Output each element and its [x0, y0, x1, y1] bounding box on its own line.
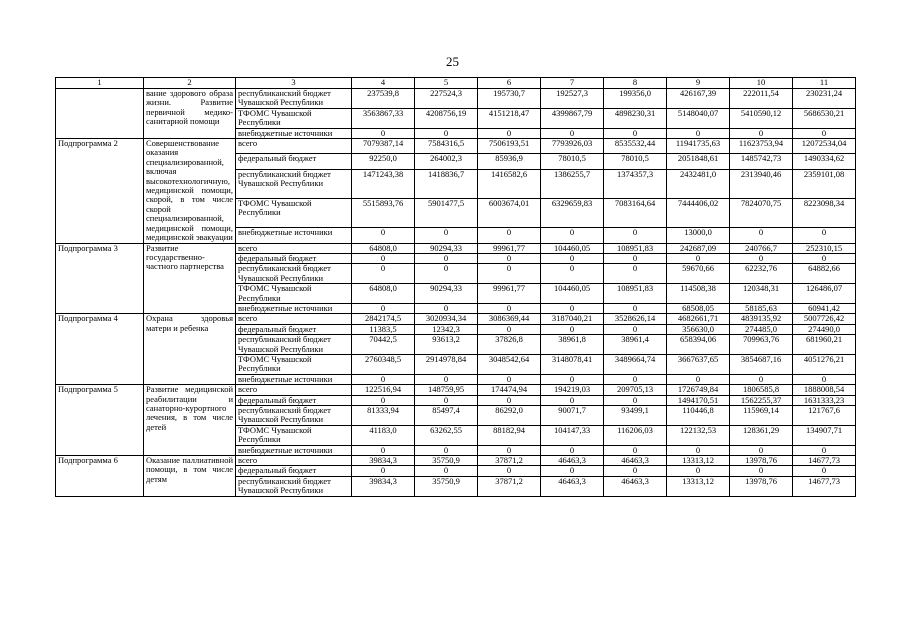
amount-cell: 6003674,01: [478, 198, 541, 227]
subprogram-name-cell: Оказание паллиативной помощи, в том числе детям: [144, 456, 236, 497]
amount-cell: 0: [730, 228, 793, 243]
amount-cell: 0: [352, 445, 415, 455]
funding-source-cell: всего: [236, 314, 352, 324]
funding-source-cell: ТФОМС Чувашской Республики: [236, 425, 352, 445]
amount-cell: 1806585,8: [730, 385, 793, 395]
amount-cell: 0: [604, 466, 667, 476]
amount-cell: 0: [793, 445, 856, 455]
amount-cell: 5148040,07: [667, 108, 730, 128]
amount-cell: 0: [604, 303, 667, 313]
column-number: 11: [793, 78, 856, 89]
amount-cell: 0: [793, 374, 856, 384]
amount-cell: 5007726,42: [793, 314, 856, 324]
amount-cell: 13978,76: [730, 456, 793, 466]
amount-cell: 0: [478, 324, 541, 334]
amount-cell: 274485,0: [730, 324, 793, 334]
amount-cell: 0: [415, 374, 478, 384]
amount-cell: 7444406,02: [667, 198, 730, 227]
amount-cell: 2359101,08: [793, 169, 856, 198]
amount-cell: 90294,33: [415, 243, 478, 253]
amount-cell: 114508,38: [667, 284, 730, 304]
amount-cell: 3563867,33: [352, 108, 415, 128]
amount-cell: 121767,6: [793, 406, 856, 426]
amount-cell: 0: [541, 374, 604, 384]
amount-cell: 0: [730, 253, 793, 263]
amount-cell: 92250,0: [352, 154, 415, 169]
amount-cell: 0: [352, 228, 415, 243]
amount-cell: 86292,0: [478, 406, 541, 426]
amount-cell: 1490334,62: [793, 154, 856, 169]
amount-cell: 195730,7: [478, 89, 541, 109]
amount-cell: 46463,3: [604, 476, 667, 496]
amount-cell: 0: [415, 445, 478, 455]
funding-source-cell: республиканский бюджет Чувашской Республики: [236, 169, 352, 198]
amount-cell: 122132,53: [667, 425, 730, 445]
amount-cell: 78010,5: [541, 154, 604, 169]
amount-cell: 242687,09: [667, 243, 730, 253]
column-number-row: [56, 78, 856, 89]
amount-cell: 237539,8: [352, 89, 415, 109]
page-number: 25: [446, 54, 459, 69]
column-number: 1: [56, 78, 144, 89]
funding-source-cell: федеральный бюджет: [236, 154, 352, 169]
amount-cell: 41183,0: [352, 425, 415, 445]
amount-cell: 0: [667, 253, 730, 263]
funding-source-cell: республиканский бюджет Чувашской Республики: [236, 89, 352, 109]
amount-cell: 1631333,23: [793, 395, 856, 405]
table-row: [56, 243, 856, 253]
table-row: [56, 139, 856, 154]
amount-cell: 5515893,76: [352, 198, 415, 227]
amount-cell: 0: [604, 374, 667, 384]
amount-cell: 78010,5: [604, 154, 667, 169]
table-row: [56, 456, 856, 466]
amount-cell: 2432481,0: [667, 169, 730, 198]
amount-cell: 7824070,75: [730, 198, 793, 227]
amount-cell: 1888008,54: [793, 385, 856, 395]
amount-cell: 1374357,3: [604, 169, 667, 198]
column-number: 4: [352, 78, 415, 89]
amount-cell: 264002,3: [415, 154, 478, 169]
amount-cell: 13000,0: [667, 228, 730, 243]
amount-cell: 0: [415, 303, 478, 313]
amount-cell: 0: [478, 264, 541, 284]
amount-cell: 174474,94: [478, 385, 541, 395]
amount-cell: 194219,03: [541, 385, 604, 395]
amount-cell: 110446,8: [667, 406, 730, 426]
amount-cell: 8535532,44: [604, 139, 667, 154]
amount-cell: 0: [730, 466, 793, 476]
amount-cell: 85936,9: [478, 154, 541, 169]
amount-cell: 3667637,65: [667, 354, 730, 374]
amount-cell: 0: [730, 374, 793, 384]
amount-cell: 3020934,34: [415, 314, 478, 324]
amount-cell: 1386255,7: [541, 169, 604, 198]
funding-source-cell: внебюджетные источники: [236, 128, 352, 138]
amount-cell: 240766,7: [730, 243, 793, 253]
amount-cell: 120348,31: [730, 284, 793, 304]
amount-cell: 0: [541, 466, 604, 476]
amount-cell: 7079387,14: [352, 139, 415, 154]
amount-cell: 116206,03: [604, 425, 667, 445]
table-row: [56, 89, 856, 109]
table-row: [56, 385, 856, 395]
funding-source-cell: ТФОМС Чувашской Республики: [236, 354, 352, 374]
amount-cell: 681960,21: [793, 335, 856, 355]
amount-cell: 4151218,47: [478, 108, 541, 128]
amount-cell: 0: [352, 466, 415, 476]
amount-cell: 0: [352, 264, 415, 284]
amount-cell: 0: [415, 228, 478, 243]
amount-cell: 1494170,51: [667, 395, 730, 405]
amount-cell: 0: [352, 303, 415, 313]
amount-cell: 0: [478, 374, 541, 384]
amount-cell: 0: [478, 466, 541, 476]
amount-cell: 108951,83: [604, 284, 667, 304]
funding-source-cell: внебюджетные источники: [236, 303, 352, 313]
amount-cell: 59670,66: [667, 264, 730, 284]
amount-cell: 709963,76: [730, 335, 793, 355]
amount-cell: 3148078,41: [541, 354, 604, 374]
amount-cell: 0: [667, 445, 730, 455]
amount-cell: 0: [541, 253, 604, 263]
amount-cell: 1562255,37: [730, 395, 793, 405]
amount-cell: 5410590,12: [730, 108, 793, 128]
amount-cell: 0: [730, 128, 793, 138]
amount-cell: 0: [604, 395, 667, 405]
amount-cell: 222011,54: [730, 89, 793, 109]
funding-source-cell: внебюджетные источники: [236, 374, 352, 384]
amount-cell: 46463,3: [604, 456, 667, 466]
amount-cell: 93499,1: [604, 406, 667, 426]
amount-cell: 38961,8: [541, 335, 604, 355]
funding-source-cell: республиканский бюджет Чувашской Республики: [236, 335, 352, 355]
amount-cell: 90071,7: [541, 406, 604, 426]
amount-cell: 3854687,16: [730, 354, 793, 374]
amount-cell: 227524,3: [415, 89, 478, 109]
amount-cell: 0: [352, 128, 415, 138]
amount-cell: 0: [415, 395, 478, 405]
amount-cell: 58185,63: [730, 303, 793, 313]
amount-cell: 37871,2: [478, 456, 541, 466]
amount-cell: 2760348,5: [352, 354, 415, 374]
amount-cell: 0: [604, 445, 667, 455]
amount-cell: 104460,05: [541, 243, 604, 253]
amount-cell: 1416582,6: [478, 169, 541, 198]
amount-cell: 128361,29: [730, 425, 793, 445]
funding-source-cell: федеральный бюджет: [236, 395, 352, 405]
subprogram-cell: Подпрограмма 5: [56, 385, 144, 456]
funding-source-cell: всего: [236, 456, 352, 466]
amount-cell: 104460,05: [541, 284, 604, 304]
amount-cell: 0: [478, 303, 541, 313]
amount-cell: 3187040,21: [541, 314, 604, 324]
amount-cell: 4399867,79: [541, 108, 604, 128]
amount-cell: 108951,83: [604, 243, 667, 253]
amount-cell: 356630,0: [667, 324, 730, 334]
amount-cell: 0: [541, 445, 604, 455]
column-number: 5: [415, 78, 478, 89]
amount-cell: 46463,3: [541, 476, 604, 496]
amount-cell: 0: [730, 445, 793, 455]
amount-cell: 68508,05: [667, 303, 730, 313]
table-body: [56, 78, 856, 497]
funding-source-cell: республиканский бюджет Чувашской Республики: [236, 264, 352, 284]
amount-cell: 2914978,84: [415, 354, 478, 374]
amount-cell: 13978,76: [730, 476, 793, 496]
amount-cell: 14677,73: [793, 476, 856, 496]
funding-source-cell: ТФОМС Чувашской Республики: [236, 108, 352, 128]
amount-cell: 0: [478, 445, 541, 455]
funding-source-cell: всего: [236, 139, 352, 154]
amount-cell: 13313,12: [667, 456, 730, 466]
amount-cell: 122516,94: [352, 385, 415, 395]
amount-cell: 4051276,21: [793, 354, 856, 374]
amount-cell: 0: [541, 264, 604, 284]
amount-cell: 209705,13: [604, 385, 667, 395]
column-number: 9: [667, 78, 730, 89]
amount-cell: 7083164,64: [604, 198, 667, 227]
amount-cell: 64808,0: [352, 284, 415, 304]
amount-cell: 1418836,7: [415, 169, 478, 198]
subprogram-name-cell: Развитие государственно-частного партнерства: [144, 243, 236, 314]
funding-source-cell: всего: [236, 385, 352, 395]
column-number: 6: [478, 78, 541, 89]
amount-cell: 5901477,5: [415, 198, 478, 227]
funding-source-cell: республиканский бюджет Чувашской Республики: [236, 406, 352, 426]
amount-cell: 2842174,5: [352, 314, 415, 324]
amount-cell: 14677,73: [793, 456, 856, 466]
amount-cell: 90294,33: [415, 284, 478, 304]
amount-cell: 99961,77: [478, 284, 541, 304]
amount-cell: 4682661,71: [667, 314, 730, 324]
amount-cell: 60941,42: [793, 303, 856, 313]
amount-cell: 4839135,92: [730, 314, 793, 324]
amount-cell: 88182,94: [478, 425, 541, 445]
column-number: 10: [730, 78, 793, 89]
amount-cell: 3048542,64: [478, 354, 541, 374]
amount-cell: 0: [541, 228, 604, 243]
amount-cell: 99961,77: [478, 243, 541, 253]
amount-cell: 35750,9: [415, 456, 478, 466]
amount-cell: 85497,4: [415, 406, 478, 426]
column-number: 3: [236, 78, 352, 89]
amount-cell: 8223098,34: [793, 198, 856, 227]
amount-cell: 0: [541, 128, 604, 138]
amount-cell: 0: [604, 228, 667, 243]
amount-cell: 37826,8: [478, 335, 541, 355]
amount-cell: 0: [541, 303, 604, 313]
amount-cell: 4208756,19: [415, 108, 478, 128]
amount-cell: 7506193,51: [478, 139, 541, 154]
amount-cell: 39834,3: [352, 476, 415, 496]
amount-cell: 4898230,31: [604, 108, 667, 128]
funding-source-cell: всего: [236, 243, 352, 253]
amount-cell: 5686530,21: [793, 108, 856, 128]
subprogram-cell: Подпрограмма 2: [56, 139, 144, 243]
amount-cell: 63262,55: [415, 425, 478, 445]
column-number: 7: [541, 78, 604, 89]
amount-cell: 0: [541, 395, 604, 405]
amount-cell: 148759,95: [415, 385, 478, 395]
amount-cell: 1471243,38: [352, 169, 415, 198]
amount-cell: 274490,0: [793, 324, 856, 334]
amount-cell: 13313,12: [667, 476, 730, 496]
funding-source-cell: внебюджетные источники: [236, 228, 352, 243]
subprogram-cell: [56, 89, 144, 139]
subprogram-name-cell: Совершенствование оказания специализированной, включая высокотехнологичную, медицинской помощи, скорой, в том числе скорой специализированной, медицинской помощи, медицинской эвакуации: [144, 139, 236, 243]
amount-cell: 2051848,61: [667, 154, 730, 169]
amount-cell: 93613,2: [415, 335, 478, 355]
table-row: [56, 314, 856, 324]
amount-cell: 0: [478, 253, 541, 263]
amount-cell: 38961,4: [604, 335, 667, 355]
amount-cell: 0: [478, 395, 541, 405]
amount-cell: 0: [478, 228, 541, 243]
amount-cell: 1726749,84: [667, 385, 730, 395]
amount-cell: 192527,3: [541, 89, 604, 109]
amount-cell: 62232,76: [730, 264, 793, 284]
amount-cell: 0: [604, 253, 667, 263]
amount-cell: 0: [415, 466, 478, 476]
amount-cell: 64808,0: [352, 243, 415, 253]
subprogram-cell: Подпрограмма 3: [56, 243, 144, 314]
amount-cell: 6329659,83: [541, 198, 604, 227]
subprogram-name-cell: Охрана здоровья матери и ребенка: [144, 314, 236, 385]
subprogram-name-cell: вание здорового образа жизни. Развитие первичной медико-санитарной помощи: [144, 89, 236, 139]
amount-cell: 11383,5: [352, 324, 415, 334]
amount-cell: 11941735,63: [667, 139, 730, 154]
subprogram-cell: Подпрограмма 4: [56, 314, 144, 385]
amount-cell: 0: [793, 128, 856, 138]
amount-cell: 0: [541, 324, 604, 334]
amount-cell: 3489664,74: [604, 354, 667, 374]
amount-cell: 126486,07: [793, 284, 856, 304]
amount-cell: 0: [604, 324, 667, 334]
amount-cell: 35750,9: [415, 476, 478, 496]
funding-source-cell: федеральный бюджет: [236, 324, 352, 334]
amount-cell: 0: [604, 128, 667, 138]
amount-cell: 0: [415, 264, 478, 284]
amount-cell: 0: [415, 128, 478, 138]
amount-cell: 0: [352, 374, 415, 384]
amount-cell: 0: [667, 466, 730, 476]
amount-cell: 230231,24: [793, 89, 856, 109]
amount-cell: 0: [352, 253, 415, 263]
amount-cell: 39834,3: [352, 456, 415, 466]
amount-cell: 0: [604, 264, 667, 284]
amount-cell: 0: [478, 128, 541, 138]
amount-cell: 134907,71: [793, 425, 856, 445]
amount-cell: 0: [352, 395, 415, 405]
amount-cell: 252310,15: [793, 243, 856, 253]
amount-cell: 7793926,03: [541, 139, 604, 154]
amount-cell: 3528626,14: [604, 314, 667, 324]
funding-source-cell: федеральный бюджет: [236, 466, 352, 476]
amount-cell: 12342,3: [415, 324, 478, 334]
amount-cell: 12072534,04: [793, 139, 856, 154]
funding-source-cell: республиканский бюджет Чувашской Республики: [236, 476, 352, 496]
amount-cell: 81333,94: [352, 406, 415, 426]
amount-cell: 0: [793, 228, 856, 243]
column-number: 8: [604, 78, 667, 89]
funding-source-cell: ТФОМС Чувашской Республики: [236, 198, 352, 227]
financing-table: [55, 77, 856, 497]
amount-cell: 7584316,5: [415, 139, 478, 154]
amount-cell: 64882,66: [793, 264, 856, 284]
funding-source-cell: федеральный бюджет: [236, 253, 352, 263]
amount-cell: 0: [667, 374, 730, 384]
amount-cell: 37871,2: [478, 476, 541, 496]
amount-cell: 0: [415, 253, 478, 263]
amount-cell: 0: [667, 128, 730, 138]
amount-cell: 426167,39: [667, 89, 730, 109]
amount-cell: 1485742,73: [730, 154, 793, 169]
amount-cell: 2313940,46: [730, 169, 793, 198]
amount-cell: 199356,0: [604, 89, 667, 109]
amount-cell: 46463,3: [541, 456, 604, 466]
subprogram-name-cell: Развитие медицинской реабилитации и санаторно-курортного лечения, в том числе детей: [144, 385, 236, 456]
subprogram-cell: Подпрограмма 6: [56, 456, 144, 497]
column-number: 2: [144, 78, 236, 89]
funding-source-cell: внебюджетные источники: [236, 445, 352, 455]
amount-cell: 11623753,94: [730, 139, 793, 154]
amount-cell: 3086369,44: [478, 314, 541, 324]
amount-cell: 104147,33: [541, 425, 604, 445]
funding-source-cell: ТФОМС Чувашской Республики: [236, 284, 352, 304]
amount-cell: 658394,06: [667, 335, 730, 355]
amount-cell: 0: [793, 253, 856, 263]
amount-cell: 0: [793, 466, 856, 476]
amount-cell: 70442,5: [352, 335, 415, 355]
amount-cell: 115969,14: [730, 406, 793, 426]
